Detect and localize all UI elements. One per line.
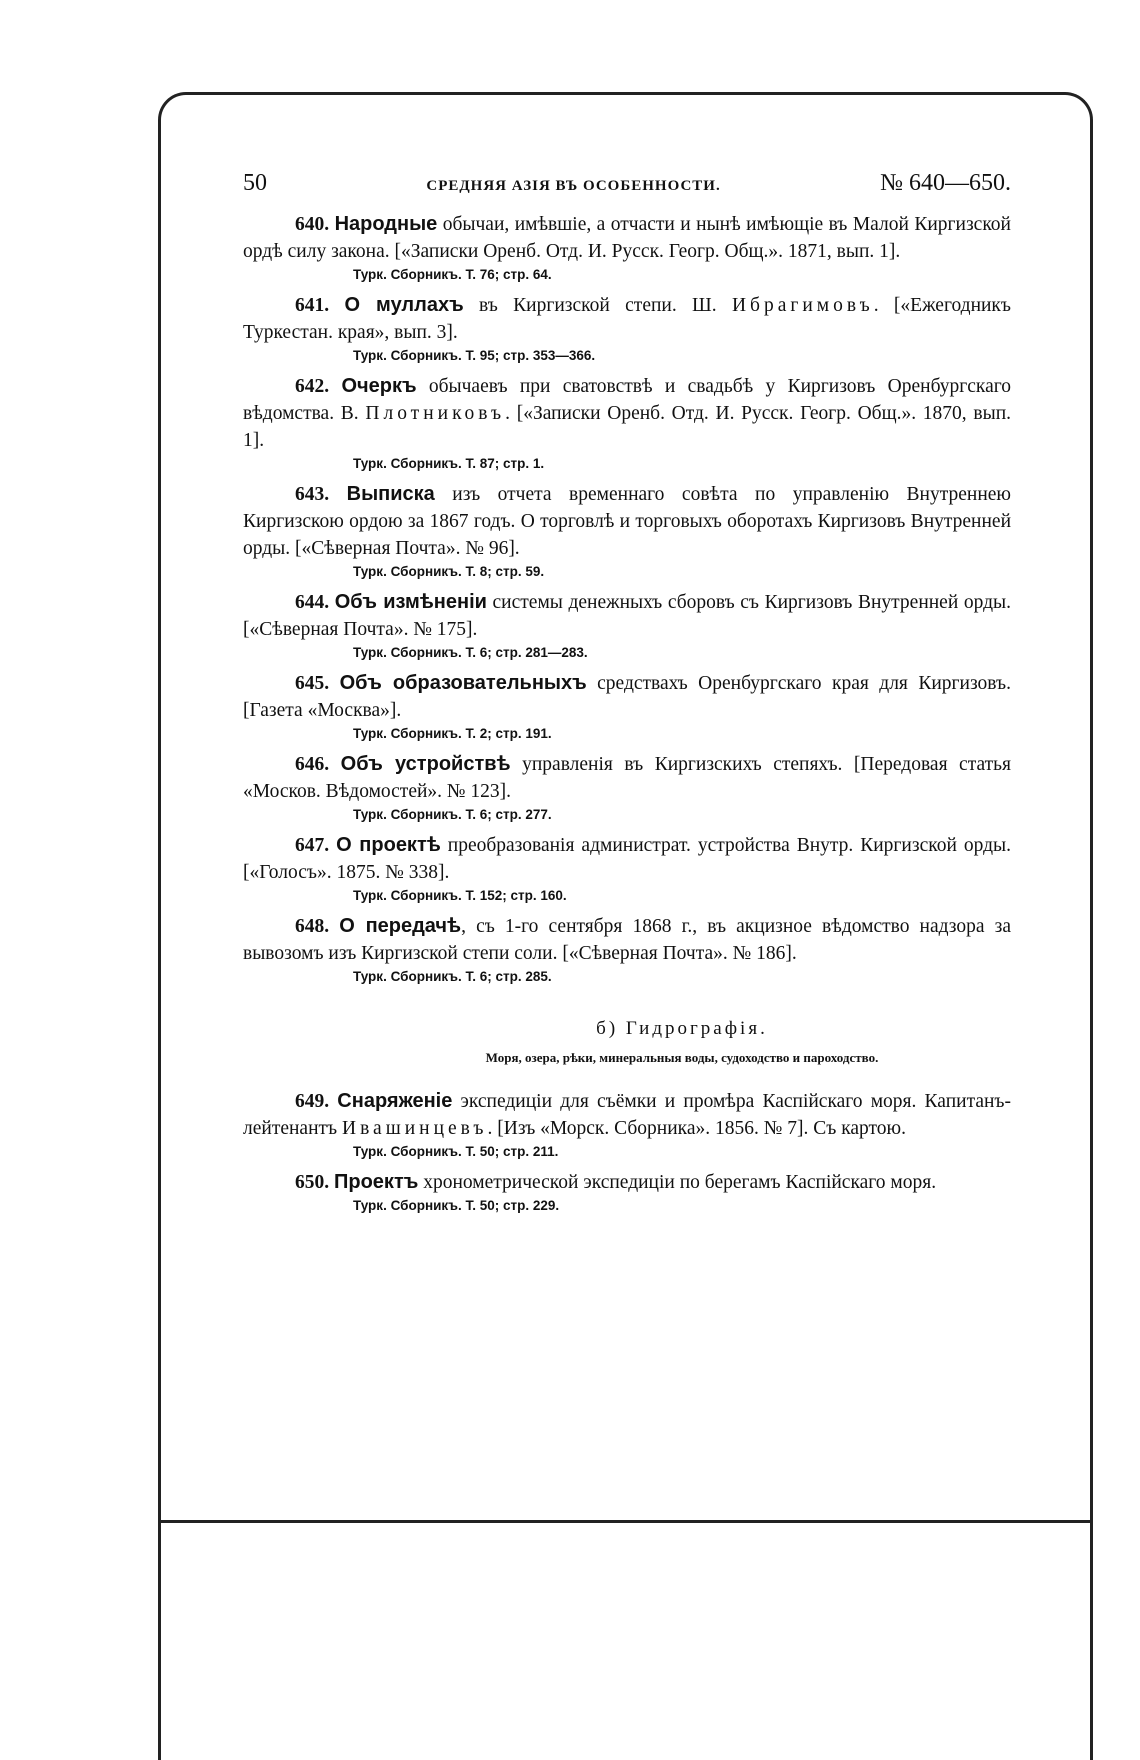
entry-text: , съ 1-го сентября 1868 г., въ акцизное вѣдомство надзора за вывозомъ изъ Киргизской степи соли. [«Сѣверная Почта». № 186]. <box>243 916 1012 964</box>
entry-number: 643. <box>295 484 330 505</box>
entry-source: Турк. Сборникъ. Т. 76; стр. 64. <box>353 267 552 282</box>
entry-number: 640. <box>295 214 330 235</box>
entry-author: Ибрагимовъ <box>731 295 874 316</box>
entry-source: Турк. Сборникъ. Т. 95; стр. 353—366. <box>353 348 596 363</box>
entry-source: Турк. Сборникъ. Т. 50; стр. 229. <box>353 1198 560 1213</box>
entry-text: экспедиціи для съёмки и промѣра Каспійскаго моря. Капитанъ-лейтенантъ <box>243 1091 1011 1139</box>
running-header <box>243 170 1011 197</box>
entry-keyword: Снаряженіе <box>337 1090 453 1112</box>
running-title: СРЕДНЯЯ АЗІЯ ВЪ ОСОБЕННОСТИ. <box>426 178 721 194</box>
entry-range: № 640—650. <box>880 170 1011 196</box>
entry-source: Турк. Сборникъ. Т. 2; стр. 191. <box>353 726 552 741</box>
section-title: б) Гидрографія. <box>596 1018 768 1039</box>
entry-keyword: Объ устройствѣ <box>340 753 511 775</box>
entry-source: Турк. Сборникъ. Т. 8; стр. 59. <box>353 564 545 579</box>
entry-keyword: Проектъ <box>334 1171 419 1193</box>
entry-keyword: Очеркъ <box>341 375 417 397</box>
entry-647 <box>243 832 1011 886</box>
entry-number: 648. <box>295 916 330 937</box>
entry-text: обычаевъ при сватовствѣ и свадьбѣ у Киргизовъ Оренбургскаго вѣдомства. В. <box>243 376 1012 424</box>
entry-source: Турк. Сборникъ. Т. 152; стр. 160. <box>353 888 567 903</box>
entry-649 <box>243 1088 1011 1142</box>
entry-keyword: О проектѣ <box>336 834 441 856</box>
entry-text: управленія въ Киргизскихъ степяхъ. [Передовая статья «Москов. Вѣдомостей». № 123]. <box>243 754 1011 802</box>
entry-text: преобразованія администрат. устройства Внутр. Киргизской орды. [«Голосъ». 1875. № 338]. <box>243 835 1012 883</box>
entry-text: . [Изъ «Морск. Сборника». 1856. № 7]. Съ картою. <box>487 1118 906 1139</box>
entry-646 <box>243 751 1011 805</box>
page-number: 50 <box>243 170 267 196</box>
entry-641 <box>243 292 1011 346</box>
entry-author: Ивашинцевъ <box>342 1118 488 1139</box>
entry-source: Турк. Сборникъ. Т. 6; стр. 277. <box>353 807 552 822</box>
entry-source: Турк. Сборникъ. Т. 6; стр. 285. <box>353 969 552 984</box>
entry-number: 649. <box>295 1091 330 1112</box>
entry-keyword: Объ образовательныхъ <box>339 672 587 694</box>
entry-number: 650. <box>295 1172 330 1193</box>
entry-number: 646. <box>295 754 330 775</box>
entry-source: Турк. Сборникъ. Т. 50; стр. 211. <box>353 1144 559 1159</box>
page-content <box>243 170 1011 1213</box>
entry-text: . [«Записки Оренб. Отд. И. Русск. Геогр. Общ.». 1870, вып. 1]. <box>243 403 1012 451</box>
entry-642 <box>243 373 1011 454</box>
entry-645 <box>243 670 1011 724</box>
entry-number: 641. <box>295 295 330 316</box>
entry-text: средствахъ Оренбургскаго края для Киргизовъ. [Газета «Москва»]. <box>243 673 1011 721</box>
entry-number: 642. <box>295 376 330 397</box>
entry-text: въ Киргизской степи. Ш. <box>463 295 732 316</box>
entry-648 <box>243 913 1011 967</box>
entry-text: изъ отчета временнаго совѣта по управленію Внутреннею Киргизскою ордою за 1867 годъ. О торговлѣ и торговыхъ оборотахъ Киргизовъ Внутренней орды. [«Сѣверная Почта». № 96]. <box>243 484 1012 559</box>
entry-keyword: О муллахъ <box>344 294 464 316</box>
entry-number: 645. <box>295 673 330 694</box>
entry-text: обычаи, имѣвшіе, а отчасти и нынѣ имѣющіе въ Малой Киргизской ордѣ силу закона. [«Записки Оренб. Отд. И. Русск. Геогр. Общ.». 1871, вып. 1]. <box>243 214 1011 262</box>
entry-650 <box>243 1169 1011 1196</box>
entry-keyword: Выписка <box>346 483 435 505</box>
entry-text: . [«Ежегодникъ Туркестан. края», вып. 3]. <box>243 295 1011 343</box>
frame-bottom-rule <box>158 1520 1093 1526</box>
entry-source: Турк. Сборникъ. Т. 87; стр. 1. <box>353 456 545 471</box>
section-subtitle: Моря, озера, рѣки, минеральныя воды, судоходство и пароходство. <box>485 1050 879 1065</box>
entry-text: хронометрической экспедиціи по берегамъ Каспійскаго моря. <box>418 1172 937 1193</box>
entry-keyword: Объ измѣненіи <box>334 591 487 613</box>
entry-source: Турк. Сборникъ. Т. 6; стр. 281—283. <box>353 645 588 660</box>
entry-644 <box>243 589 1011 643</box>
entry-number: 644. <box>295 592 330 613</box>
entry-643 <box>243 481 1011 562</box>
entry-keyword: О передачѣ <box>339 915 462 937</box>
entry-author: Плотниковъ <box>365 403 506 424</box>
entry-640 <box>243 211 1011 265</box>
section-gap <box>243 1066 1011 1078</box>
entry-number: 647. <box>295 835 330 856</box>
entry-text: системы денежныхъ сборовъ съ Киргизовъ Внутренней орды. [«Сѣверная Почта». № 175]. <box>243 592 1012 640</box>
entry-keyword: Народные <box>334 213 438 235</box>
